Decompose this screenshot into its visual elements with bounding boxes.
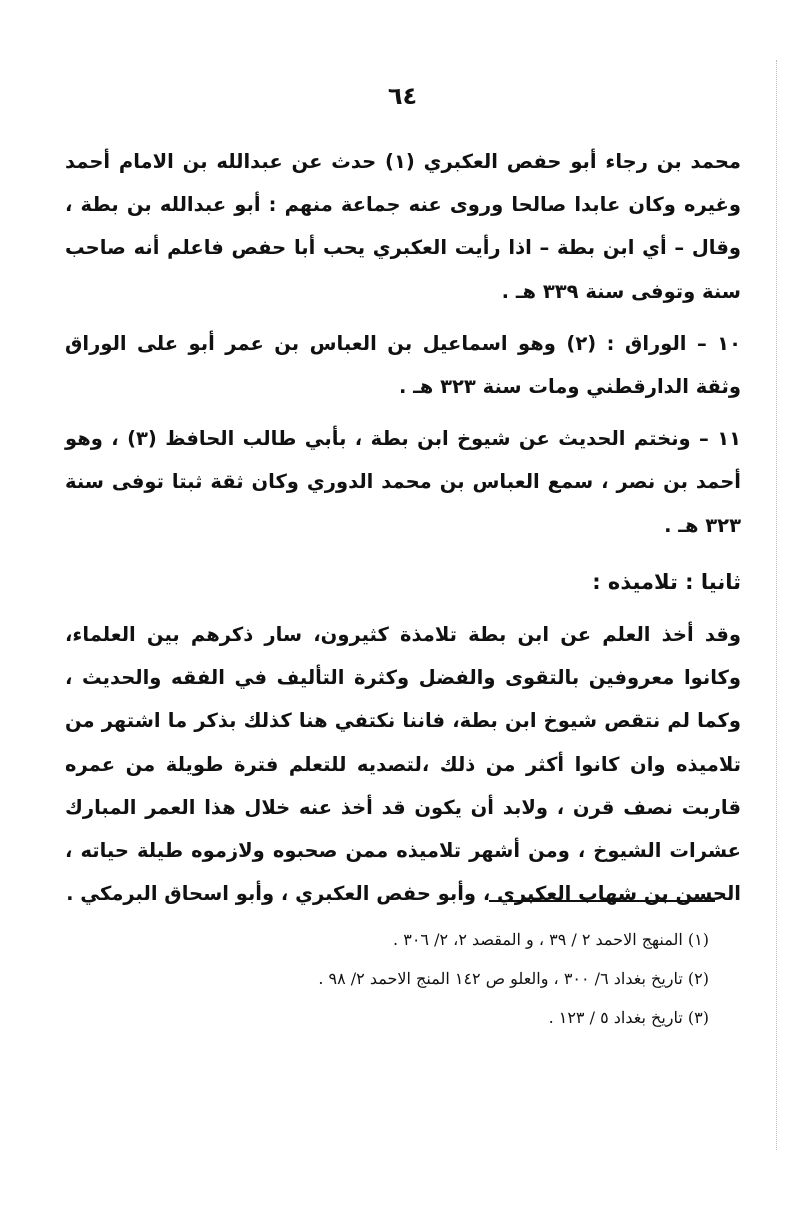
footnote-divider xyxy=(489,900,715,902)
scan-margin-line xyxy=(776,60,777,1150)
footnotes xyxy=(149,920,709,1037)
footnote-2: (٢) تاريخ بغداد ٦/ ٣٠٠ ، والعلو ص ١٤٢ المنج الاحمد ٢/ ٩٨ . xyxy=(318,969,709,988)
footnote-1: (١) المنهج الاحمد ٢ / ٣٩ ، و المقصد ٢، ٢/ ٣٠٦ . xyxy=(393,930,709,949)
paragraph-students: وقد أخذ العلم عن ابن بطة تلامذة كثيرون، سار ذكرهم بين العلماء، وكانوا معروفين بالتقوى والفضل وكثرة التأليف في الفقه والحديث ، وكما لم نتقص شيوخ ابن بطة، فاننا نكتفي هنا كذلك بذكر ما اشتهر من تلاميذه وان كانوا أكثر من ذلك ،لتصديه للتعلم فترة طويلة من عمره قاربت نصف قرن ، ولابد أن يكون قد أخذ عنه خلال هذا العمر المبارك عشرات الشيوخ ، ومن أشهر تلاميذه ممن صحبوه ولازموه طيلة حياته ، الحسن بن شهاب العكبري ، وأبو حفص العكبري ، وأبو اسحاق البرمكي . xyxy=(65,623,741,906)
footnote-3: (٣) تاريخ بغداد ٥ / ١٢٣ . xyxy=(548,1008,709,1027)
page-number: ٦٤ xyxy=(387,82,418,110)
paragraph-item-11-abu-talib: ١١ – ونختم الحديث عن شيوخ ابن بطة ، بأبي طالب الحافظ (٣) ، وهو أحمد بن نصر ، سمع العباس بن محمد الدوري وكان ثقة ثبتا توفى سنة ٣٢٣ هـ . xyxy=(65,427,742,537)
paragraph-biography-abu-hafs: محمد بن رجاء أبو حفص العكبري (١) حدث عن عبدالله بن الامام أحمد وغيره وكان عابدا صالحا وروى عنه جماعة منهم : أبو عبدالله بن بطة ، وقال – أي ابن بطة – اذا رأيت العكبري يحب أبا حفص فاعلم أنه صاحب سنة وتوفى سنة ٣٣٩ هـ . xyxy=(65,150,741,303)
body-text xyxy=(65,140,741,915)
section-heading-students: ثانيا : تلاميذه : xyxy=(592,569,741,594)
paragraph-item-10-warraq: ١٠ – الوراق : (٢) وهو اسماعيل بن العباس بن عمر أبو على الوراق وثقة الدارقطني ومات سنة ٣٢٣ هـ . xyxy=(65,331,741,399)
